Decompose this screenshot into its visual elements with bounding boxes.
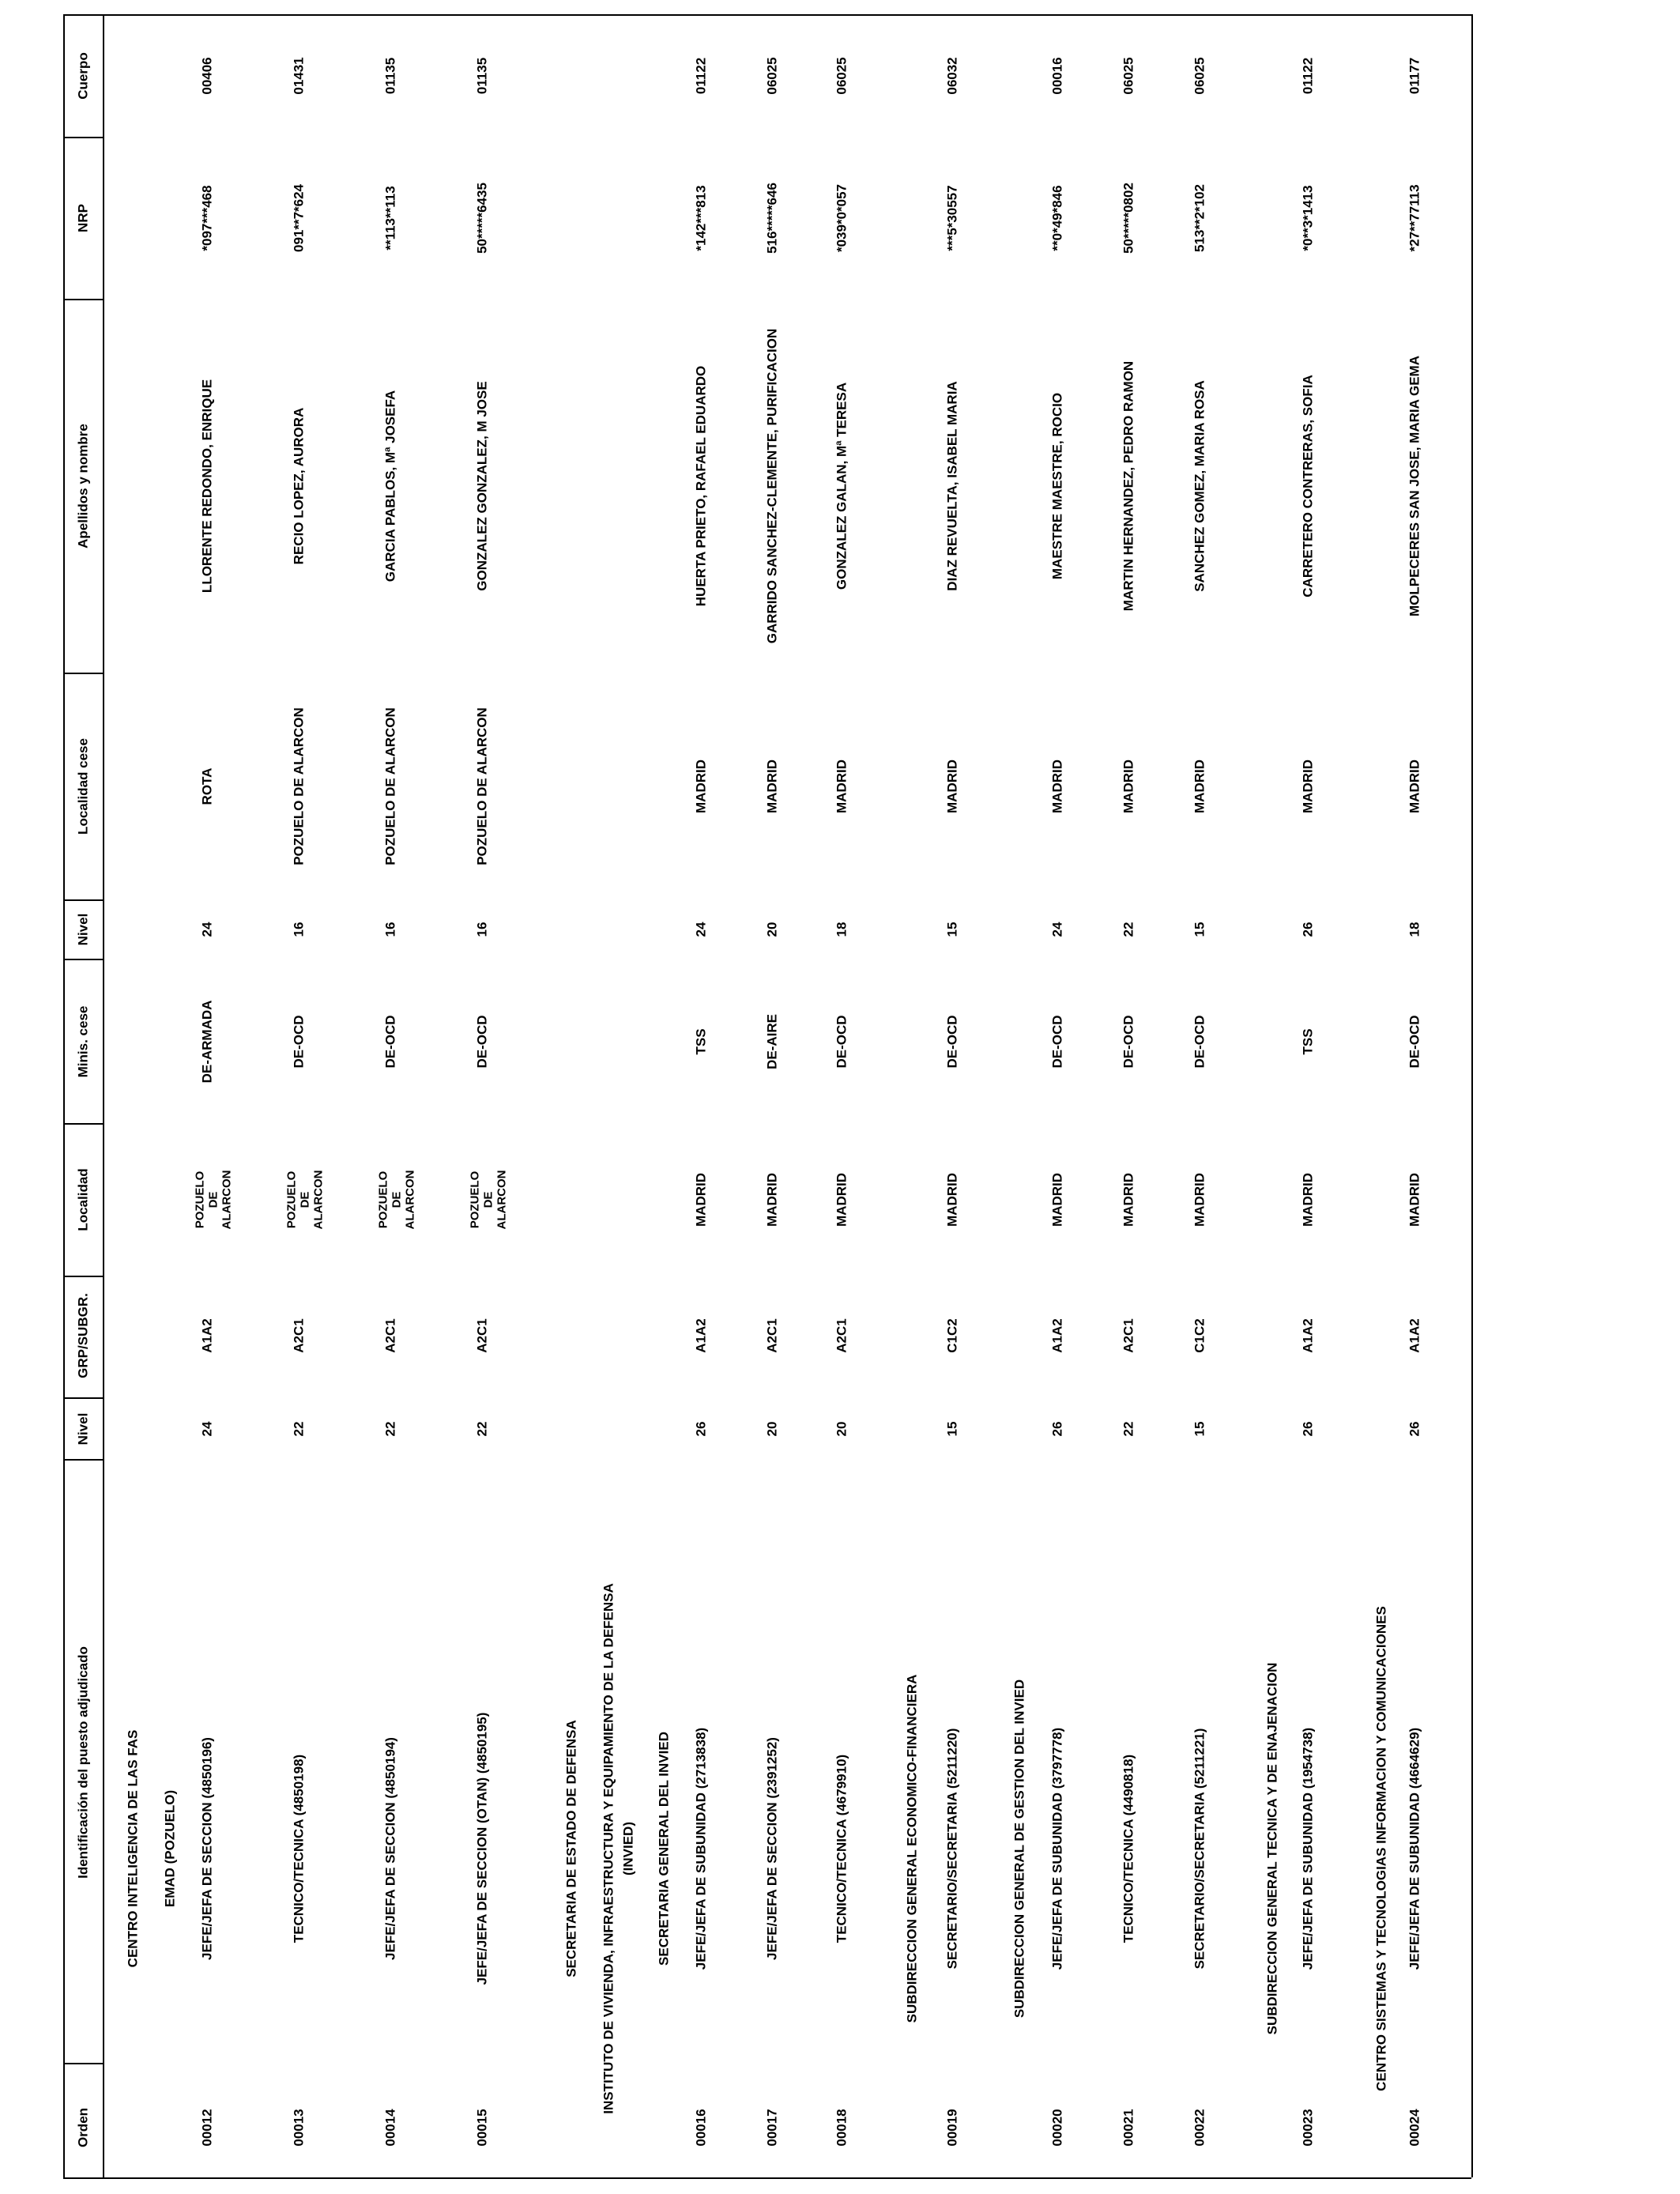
header-tick (63, 299, 103, 300)
header-tick (63, 137, 103, 138)
column-rule (63, 14, 65, 2177)
header-tick (63, 1397, 103, 1399)
header-tick (63, 959, 103, 960)
header-tick (63, 1123, 103, 1125)
table-bottom-rule (63, 2177, 1471, 2179)
header-tick (63, 1276, 103, 1277)
column-rule (103, 14, 104, 2177)
rotated-table-page: Orden Identificación del puesto adjudicado Nivel GRP/SUBGR. Localidad Minis. cese Nivel Localidad cese Apellidos y nombre NRP Cuerpo CENTRO INTELIGENCIA DE LAS FAS EMAD (POZUELO) SECRETARIA DE ESTADO DE DEFENSA INSTITUTO DE VIVIENDA, INFRAESTRUCTURA Y EQUIPAMIENTO DE LA DEFENSA (INVIED) SECRETARIA GENERAL DEL INVIED SUBDIRECCION GENERAL ECONOMICO-FINANCIERA SUBDIRECCION GENERAL DE GESTION DEL INVIED SUBDIRECCION GENERAL TECNICA Y DE ENAJENACION CENTRO SISTEMAS Y TECNOLOGIAS INFORMACION Y COMUNICACIONES 00012 JEFE/JEFA DE SECCION (4850196) 24 A1A2 POZUELO DE ALARCON DE-ARMADA 24 ROTA LLORENTE REDONDO, ENRIQUE *097***468 00406 00013 TECNICO/TECNICA (4850198) 22 A2C1 POZUELO DE ALARCON DE-OCD 16 POZUELO DE ALARCON RECIO LOPEZ, AURORA 091**7*624 01431 00014 JEFE/JEFA DE SECCION (4850194) 22 A2C1 POZUELO DE ALARCON DE-OCD 16 POZUELO DE ALARCON GARCIA PABLOS, Mª JOSEFA **113**113 01135 00015 JEFE/JEFA DE SECCION (OTAN) (4850195) 22 A2C1 POZUELO DE ALARCON DE-OCD 16 POZUELO DE ALARCON GONZALEZ GONZALEZ, M JOSE 50*****6435 01135 00016 JEFE/JEFA DE SUBUNIDAD (2713838) 26 A1A2 MADRID TSS 24 MADRID HUERTA PRIETO, RAFAEL EDUARDO *142***813 01122 00017 JEFE/JEFA DE SECCION (2391252) 20 A2C1 MADRID DE-AIRE 20 MADRID GARRIDO SANCHEZ-CLEMENTE, PURIFICACION 516*****646 06025 00018 TECNICO/TECNICA (4679910) 20 A2C1 MADRID DE-OCD 18 MADRID GONZALEZ GALAN, Mª TERESA *039*0*057 06025 00019 SECRETARIO/SECRETARIA (5211220) 15 C1C2 MADRID DE-OCD 15 MADRID DIAZ REVUELTA, ISABEL MARIA ***5*30557 06032 00020 JEFE/JEFA DE SUBUNIDAD (3797778) 26 A1A2 MADRID DE-OCD 24 MADRID MAESTRE MAESTRE, ROCIO **0*49*846 00016 00021 TECNICO/TECNICA (4490818) 22 A2C1 MADRID DE-OCD 22 MADRID MARTIN HERNANDEZ, PEDRO RAMON 50*****0802 06025 00022 SECRETARIO/SECRETARIA (5211221) 15 C1C2 MADRID DE-OCD 15 MADRID SANCHEZ GOMEZ, MARIA ROSA 513**2*102 06025 00023 JEFE/JEFA DE SUBUNIDAD (1954738) 26 A1A2 MADRID TSS 26 MADRID CARRETERO CONTRERAS, SOFIA *0**3*1413 01122 00024 JEFE/JEFA DE SUBUNIDAD (4664629) 26 A1A2 MADRID DE-OCD 18 MADRID MOLPECERES SAN JOSE, MARIA GEMA *27**77113 01177 (0, 0, 1680, 2194)
header-tick (63, 2063, 103, 2064)
header-tick (63, 1459, 103, 1461)
header-tick (63, 673, 103, 674)
column-rule (1471, 14, 1473, 2177)
header-tick (63, 899, 103, 901)
table-top-rule (63, 14, 1471, 16)
